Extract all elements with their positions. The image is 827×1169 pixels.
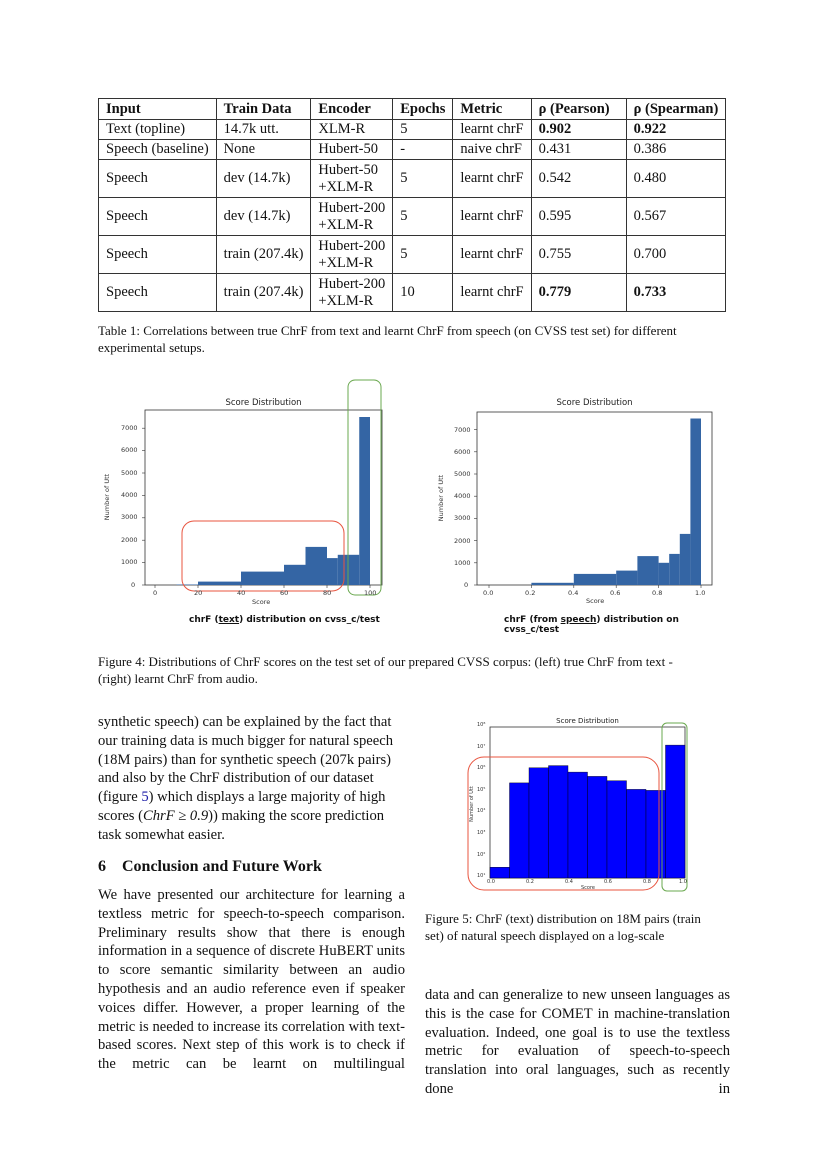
cell-epochs: 5 [393, 120, 453, 140]
subcaption-text: chrF ( [189, 615, 219, 625]
histogram-plot [440, 390, 730, 635]
subcaption-text: chrF (from [504, 615, 561, 625]
cell-pearson: 0.542 [531, 160, 626, 198]
cell-input: Speech [99, 198, 217, 236]
results-table [98, 98, 726, 312]
cell-pearson: 0.902 [531, 120, 626, 140]
figure5-chart [460, 715, 695, 895]
x-tick: 0 [153, 589, 158, 597]
text-span: scores ( [98, 807, 143, 824]
y-tick: 0 [464, 581, 469, 589]
encoder-line2: +XLM-R [318, 216, 374, 233]
text-line: synthetic speech) can be explained by the fact that [98, 714, 392, 730]
x-tick: 100 [364, 589, 377, 597]
figure4-left-subcaption [189, 615, 380, 625]
encoder-line1: Hubert-50 [318, 161, 378, 178]
left-column-paragraph2 [98, 886, 405, 1074]
cell-epochs: 5 [393, 236, 453, 274]
y-tick: 1000 [121, 558, 138, 566]
y-tick: 10⁵ [477, 787, 486, 793]
cell-pearson: 0.779 [531, 274, 626, 312]
cell-encoder: Hubert-50 [311, 140, 393, 160]
figure5-caption [425, 910, 735, 944]
text-span: ) which displays a large majority of high [148, 789, 386, 806]
x-tick: 0.2 [525, 589, 536, 597]
x-tick: 0.0 [483, 589, 494, 597]
y-axis-label: Number of Utt [437, 474, 446, 522]
text-line [98, 788, 405, 807]
cell-train-data: train (207.4k) [216, 236, 311, 274]
y-tick: 3000 [454, 514, 471, 522]
encoder-line1: Hubert-200 [318, 199, 386, 216]
section-number: 6 [98, 858, 106, 875]
y-tick: 1000 [454, 559, 471, 567]
table-caption [98, 322, 738, 356]
cell-epochs: - [393, 140, 453, 160]
table-row [99, 236, 726, 274]
cell-spearman: 0.386 [626, 140, 726, 160]
y-tick: 7000 [454, 426, 471, 434]
cell-epochs: 10 [393, 274, 453, 312]
y-tick: 0 [131, 581, 136, 589]
subcaption-underlined: speech [560, 615, 597, 625]
y-tick: 6000 [121, 446, 138, 454]
cell-epochs: 5 [393, 198, 453, 236]
y-tick: 2000 [454, 537, 471, 545]
cell-metric: learnt chrF [453, 236, 531, 274]
x-tick: 60 [280, 589, 289, 597]
cell-spearman: 0.733 [626, 274, 726, 312]
cell-train-data: 14.7k utt. [216, 120, 311, 140]
y-tick: 10³ [477, 830, 486, 836]
col-header-metric: Metric [453, 99, 531, 120]
col-header-spearman: ρ (Spearman) [626, 99, 726, 120]
x-tick: 0.2 [526, 879, 534, 885]
y-tick: 5000 [454, 470, 471, 478]
cell-spearman: 0.922 [626, 120, 726, 140]
cell-metric: learnt chrF [453, 120, 531, 140]
cell-input: Speech [99, 236, 217, 274]
text-line [98, 807, 405, 826]
table-header-row [99, 99, 726, 120]
x-tick: 0.8 [652, 589, 663, 597]
cell-encoder [311, 198, 393, 236]
chart-title: Score Distribution [556, 717, 619, 725]
figure4-left-chart [100, 375, 390, 635]
x-tick: 0.8 [643, 879, 651, 885]
cell-spearman: 0.480 [626, 160, 726, 198]
x-tick: 40 [237, 589, 246, 597]
x-tick: 1.0 [679, 879, 687, 885]
text-span: (figure [98, 789, 142, 806]
left-column-paragraph1 [98, 713, 405, 845]
table-row [99, 160, 726, 198]
y-tick: 10¹ [477, 873, 486, 879]
text-line: task somewhat easier. [98, 826, 225, 843]
y-tick: 10⁸ [477, 722, 486, 728]
y-tick: 6000 [454, 448, 471, 456]
col-header-pearson: ρ (Pearson) [531, 99, 626, 120]
cell-spearman: 0.567 [626, 198, 726, 236]
cell-train-data: dev (14.7k) [216, 160, 311, 198]
x-tick: 80 [323, 589, 332, 597]
x-tick: 20 [194, 589, 203, 597]
cell-train-data: train (207.4k) [216, 274, 311, 312]
y-tick: 2000 [121, 536, 138, 544]
y-tick: 10⁶ [477, 765, 486, 771]
figure5-caption-line2: set) of natural speech displayed on a log-scale [425, 928, 665, 943]
cell-encoder [311, 274, 393, 312]
x-tick: 0.6 [610, 589, 621, 597]
col-header-encoder: Encoder [311, 99, 393, 120]
cell-input: Speech [99, 160, 217, 198]
subcaption-text: ) distribution on cvss_c/test [239, 615, 380, 625]
figure4-caption [98, 653, 738, 687]
y-tick: 3000 [121, 513, 138, 521]
x-tick: 0.0 [487, 879, 495, 885]
encoder-line1: Hubert-200 [318, 275, 386, 292]
x-tick: 1.0 [695, 589, 706, 597]
cell-input: Speech (baseline) [99, 140, 217, 160]
figure4-caption-line2: (right) learnt ChrF from audio. [98, 671, 258, 686]
y-tick: 7000 [121, 424, 138, 432]
encoder-line1: Hubert-200 [318, 237, 386, 254]
text-line: (18M pairs) than for synthetic speech (207k pairs) [98, 751, 392, 768]
cell-encoder [311, 160, 393, 198]
y-axis-label: Number of Utt [103, 473, 112, 521]
text-line: our training data is much bigger for natural speech [98, 732, 394, 749]
cell-input: Speech [99, 274, 217, 312]
table-row [99, 274, 726, 312]
math-expression: ChrF ≥ 0.9 [142, 807, 209, 824]
histogram-plot [460, 715, 695, 895]
y-axis-label: Number of Utt [468, 786, 475, 822]
table-row [99, 140, 726, 160]
cell-metric: learnt chrF [453, 274, 531, 312]
figure4-caption-line1: Figure 4: Distributions of ChrF scores on the test set of our prepared CVSS corpus: (left) true ChrF from text - [98, 654, 673, 669]
col-header-train-data: Train Data [216, 99, 311, 120]
encoder-line2: +XLM-R [318, 292, 374, 309]
cell-spearman: 0.700 [626, 236, 726, 274]
x-axis-label: Score [581, 885, 596, 891]
encoder-line2: +XLM-R [318, 178, 374, 195]
cell-encoder [311, 236, 393, 274]
y-tick: 4000 [454, 492, 471, 500]
y-tick: 10² [477, 852, 486, 858]
table-row [99, 120, 726, 140]
text-line: and also by the ChrF distribution of our dataset [98, 770, 374, 787]
col-header-input: Input [99, 99, 217, 120]
right-column-text: data and can generalize to new unseen languages as this is the case for COMET in machine-translation evaluation. Indeed, one goal is to use the textless metric for evaluation of speech-to-speech translation into oral languages, such as recently done in [425, 987, 730, 1097]
cell-pearson: 0.431 [531, 140, 626, 160]
right-column-paragraph [425, 986, 730, 1099]
cell-train-data: None [216, 140, 311, 160]
table-caption-line1: Table 1: Correlations between true ChrF from text and learnt ChrF from speech (on CVSS test set) for different [98, 323, 677, 338]
y-tick: 10⁷ [477, 744, 486, 750]
cell-pearson: 0.595 [531, 198, 626, 236]
x-tick: 0.6 [604, 879, 612, 885]
cell-metric: learnt chrF [453, 160, 531, 198]
chart-title: Score Distribution [225, 398, 302, 408]
cell-pearson: 0.755 [531, 236, 626, 274]
chart-title: Score Distribution [556, 398, 633, 408]
subcaption-text: ) distribution on cvss_c/test [504, 615, 679, 635]
cell-input: Text (topline) [99, 120, 217, 140]
cell-metric: learnt chrF [453, 198, 531, 236]
figure4-right-chart [437, 390, 730, 635]
section-title: Conclusion and Future Work [122, 858, 322, 875]
figure4-right-subcaption [504, 615, 730, 635]
table-caption-line2: experimental setups. [98, 340, 205, 355]
y-tick: 10⁴ [477, 808, 486, 814]
x-tick: 0.4 [568, 589, 579, 597]
encoder-line2: +XLM-R [318, 254, 374, 271]
text-span: )) making the score prediction [208, 807, 385, 824]
cell-encoder: XLM-R [311, 120, 393, 140]
figure5-caption-line1: Figure 5: ChrF (text) distribution on 18M pairs (train [425, 911, 701, 926]
x-tick: 0.4 [565, 879, 573, 885]
table-row [99, 198, 726, 236]
section-heading [98, 858, 322, 876]
y-tick: 5000 [121, 469, 138, 477]
conclusion-paragraph: We have presented our architecture for learning a textless metric for speech-to-speech comparison. Preliminary results show that there is enough information in a sequence of discrete HuBERT units to score semantic similarity between an audio hypothesis and an audio reference even if speaker voices differ. However, a proper learning of the metric is needed to increase its correlation with text-based scores. Next step of this work is to check if the metric can be learnt on multilingual [98, 887, 405, 1073]
cell-epochs: 5 [393, 160, 453, 198]
col-header-epochs: Epochs [393, 99, 453, 120]
y-tick: 4000 [121, 491, 138, 499]
cell-train-data: dev (14.7k) [216, 198, 311, 236]
cell-metric: naive chrF [453, 140, 531, 160]
x-axis-label: Score [252, 598, 271, 606]
subcaption-underlined: text [218, 615, 240, 625]
figure-reference-link[interactable]: 5 [141, 789, 149, 806]
x-axis-label: Score [586, 597, 605, 605]
